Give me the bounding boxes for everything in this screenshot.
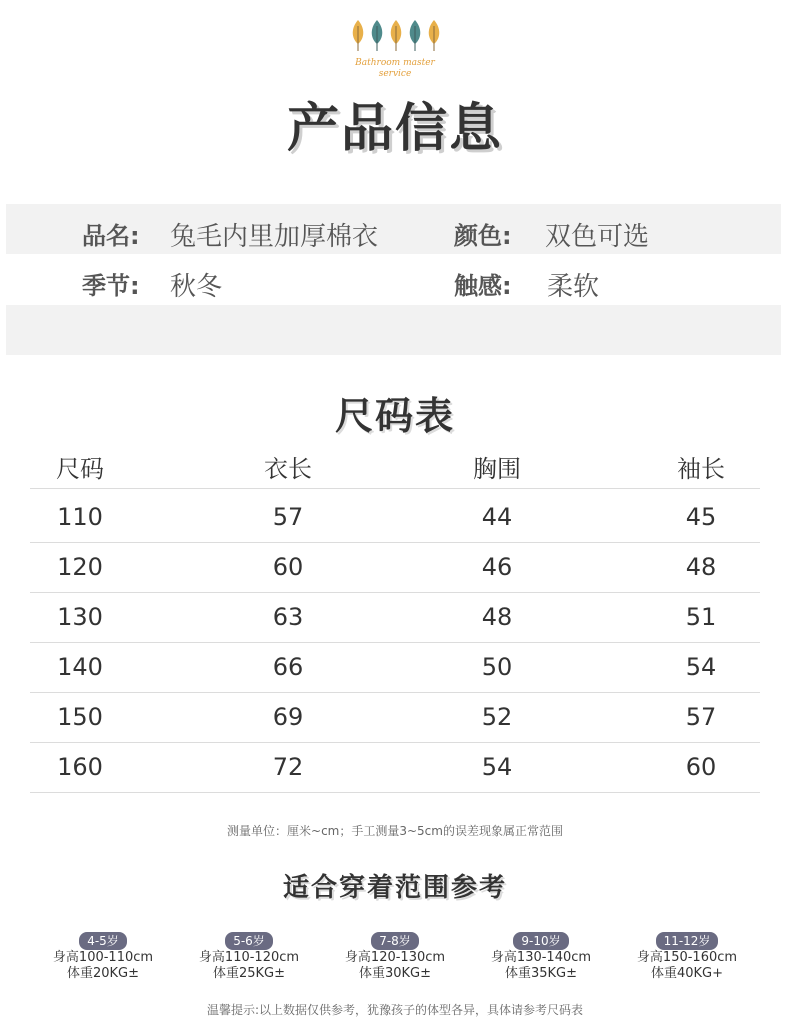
cell-length: 72 [272,753,304,781]
header-length: 衣长 [264,455,312,483]
cell-chest: 50 [481,653,513,681]
feel-label: 触感: [454,272,512,300]
cell-sleeve: 45 [685,503,717,531]
table-header [30,450,760,489]
age-badge: 4-5岁 [79,932,127,950]
age-range-item [330,930,460,982]
height-range: 身高150-160cm [636,950,738,965]
weight-range: 体重25KG± [212,966,286,981]
cell-sleeve: 60 [685,753,717,781]
cell-chest: 48 [481,603,513,631]
product-info-panel [6,204,781,355]
cell-size: 140 [57,653,103,681]
table-row [30,743,760,793]
height-range: 身高100-110cm [52,950,154,965]
weight-range: 体重35KG± [504,966,578,981]
info-row-1 [6,204,781,254]
height-range: 身高130-140cm [490,950,592,965]
cell-sleeve: 51 [685,603,717,631]
cell-size: 130 [57,603,103,631]
name-label: 品名: [82,222,140,250]
weight-range: 体重40KG+ [650,966,724,981]
age-badge: 9-10岁 [513,932,568,950]
color-value: 双色可选 [545,222,650,252]
weight-range: 体重20KG± [66,966,140,981]
age-range-item [622,930,752,982]
table-row [30,643,760,693]
cell-chest: 52 [481,703,513,731]
measurement-note: 测量单位：厘米~cm；手工测量3~5cm的误差现象属正常范围 [227,824,563,838]
age-range-list [0,930,790,990]
logo-line-1: Bathroom master [355,58,435,68]
brand-logo [340,18,450,88]
season-value: 秋冬 [170,272,223,302]
cell-length: 63 [272,603,304,631]
height-range: 身高120-130cm [344,950,446,965]
cell-length: 60 [272,553,304,581]
age-badge: 7-8岁 [371,932,419,950]
table-row [30,493,760,543]
name-value: 兔毛内里加厚棉衣 [170,222,379,252]
age-range-item [476,930,606,982]
header-size: 尺码 [56,455,104,483]
cell-chest: 46 [481,553,513,581]
info-row-3 [6,305,781,355]
age-range-item [38,930,168,982]
cell-size: 120 [57,553,103,581]
logo-line-2: service [378,69,412,79]
age-range-item [184,930,314,982]
header-sleeve: 袖长 [677,455,725,483]
header-chest: 胸围 [473,455,521,483]
weight-range: 体重30KG± [358,966,432,981]
season-label: 季节: [82,272,140,300]
cell-size: 150 [57,703,103,731]
feel-value: 柔软 [547,272,600,302]
fit-range-title: 适合穿着范围参考 [282,873,507,903]
cell-chest: 54 [481,753,513,781]
cell-length: 66 [272,653,304,681]
age-badge: 11-12岁 [656,932,719,950]
cell-size: 110 [57,503,103,531]
size-chart-title: 尺码表 [334,394,455,438]
leaves-icon [348,18,444,52]
table-row [30,543,760,593]
info-row-2 [6,254,781,304]
cell-length: 57 [272,503,304,531]
age-badge: 5-6岁 [225,932,273,950]
cell-sleeve: 57 [685,703,717,731]
color-label: 颜色: [454,222,512,250]
footer-tip: 温馨提示:以上数据仅供参考，犹豫孩子的体型各异，具体请参考尺码表 [206,1003,584,1017]
cell-size: 160 [57,753,103,781]
product-info-title: 产品信息 [286,99,503,159]
cell-sleeve: 54 [685,653,717,681]
cell-length: 69 [272,703,304,731]
table-row [30,593,760,643]
cell-sleeve: 48 [685,553,717,581]
cell-chest: 44 [481,503,513,531]
height-range: 身高110-120cm [198,950,300,965]
table-row [30,693,760,743]
